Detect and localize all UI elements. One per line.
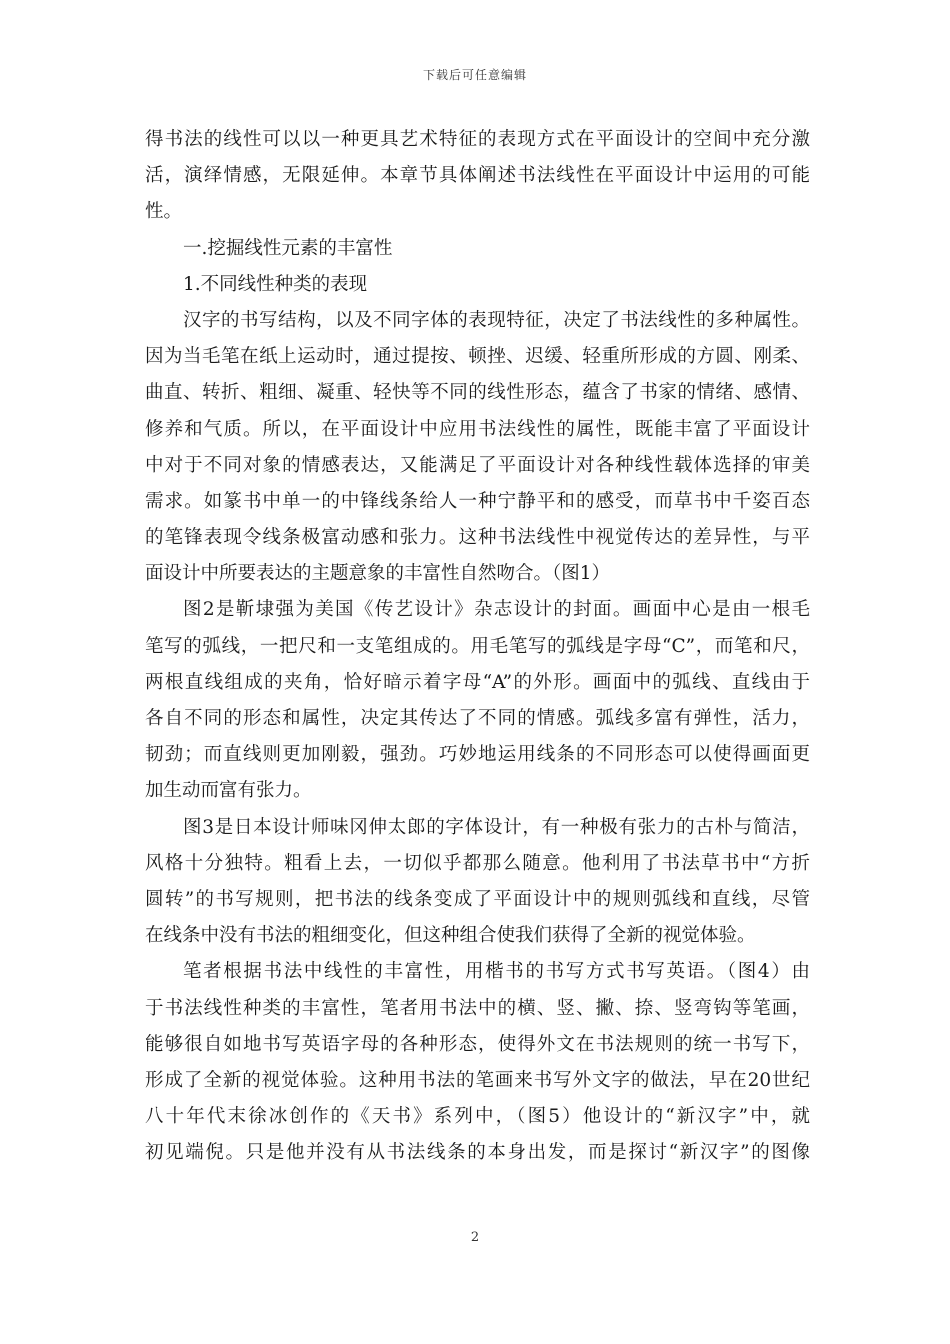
text-line: 的笔锋表现令线条极富动感和张力。这种书法线性中视觉传达的差异性，与平 — [145, 527, 810, 549]
page-number: 2 — [470, 1230, 480, 1245]
text-line: 两根直线组成的夹角，恰好暗示着字母“A”的外形。画面中的弧线、直线由于 — [145, 671, 810, 693]
body-text — [145, 122, 810, 1171]
text-line: 性。 — [145, 201, 183, 223]
text-line: 笔写的弧线，一把尺和一支笔组成的。用毛笔写的弧线是字母“C”，而笔和尺， — [145, 635, 810, 657]
text-line: 汉字的书写结构，以及不同字体的表现特征，决定了书法线性的多种属性。 — [183, 309, 810, 331]
text-line: 于书法线性种类的丰富性，笔者用书法中的横、竖、撇、捺、竖弯钩等笔画， — [145, 997, 810, 1019]
text-line: 形成了全新的视觉体验。这种用书法的笔画来书写外文字的做法，早在20世纪 — [145, 1069, 810, 1091]
text-line: 韧劲；而直线则更加刚毅，强劲。巧妙地运用线条的不同形态可以使得画面更 — [145, 744, 810, 766]
text-line: 风格十分独特。粗看上去，一切似乎都那么随意。他利用了书法草书中“方折 — [145, 852, 810, 874]
subsection-heading: 1.不同线性种类的表现 — [183, 273, 368, 295]
text-line: 能够很自如地书写英语字母的各种形态，使得外文在书法规则的统一书写下， — [145, 1033, 810, 1055]
text-line: 曲直、转折、粗细、凝重、轻快等不同的线性形态，蕴含了书家的情绪、感情、 — [145, 382, 810, 404]
page-header: 下载后可任意编辑 — [422, 68, 527, 82]
text-line: 活，演绎情感，无限延伸。本章节具体阐述书法线性在平面设计中运用的可能 — [145, 165, 810, 187]
text-line: 初见端倪。只是他并没有从书法线条的本身出发，而是探讨“新汉字”的图像 — [145, 1142, 810, 1164]
text-line: 圆转”的书写规则，把书法的线条变成了平面设计中的规则弧线和直线，尽管 — [145, 888, 810, 910]
section-heading: 一.挖掘线性元素的丰富性 — [183, 237, 393, 259]
text-line: 图2是靳埭强为美国《传艺设计》杂志设计的封面。画面中心是由一根毛 — [183, 599, 810, 621]
text-line: 因为当毛笔在纸上运动时，通过提按、顿挫、迟缓、轻重所形成的方圆、刚柔、 — [145, 346, 810, 368]
text-line: 加生动而富有张力。 — [145, 780, 312, 802]
text-line: 修养和气质。所以，在平面设计中应用书法线性的属性，既能丰富了平面设计 — [145, 418, 810, 440]
text-line: 八十年代末徐冰创作的《天书》系列中，（图5）他设计的“新汉字”中，就 — [145, 1106, 810, 1128]
text-line: 得书法的线性可以以一种更具艺术特征的表现方式在平面设计的空间中充分激 — [145, 129, 810, 150]
text-line: 各自不同的形态和属性，决定其传达了不同的情感。弧线多富有弹性，活力， — [145, 708, 810, 729]
text-line: 需求。如篆书中单一的中锋线条给人一种宁静平和的感受，而草书中千姿百态 — [145, 490, 810, 512]
text-line: 图3是日本设计师味冈伸太郎的字体设计，有一种极有张力的古朴与简洁， — [183, 816, 810, 838]
text-line: 面设计中所要表达的主题意象的丰富性自然吻合。（图1） — [145, 563, 611, 585]
text-line: 笔者根据书法中线性的丰富性，用楷书的书写方式书写英语。（图4）由 — [183, 961, 810, 983]
text-line: 在线条中没有书法的粗细变化，但这种组合使我们获得了全新的视觉体验。 — [145, 925, 756, 947]
text-line: 中对于不同对象的情感表达，又能满足了平面设计对各种线性载体选择的审美 — [145, 454, 810, 476]
